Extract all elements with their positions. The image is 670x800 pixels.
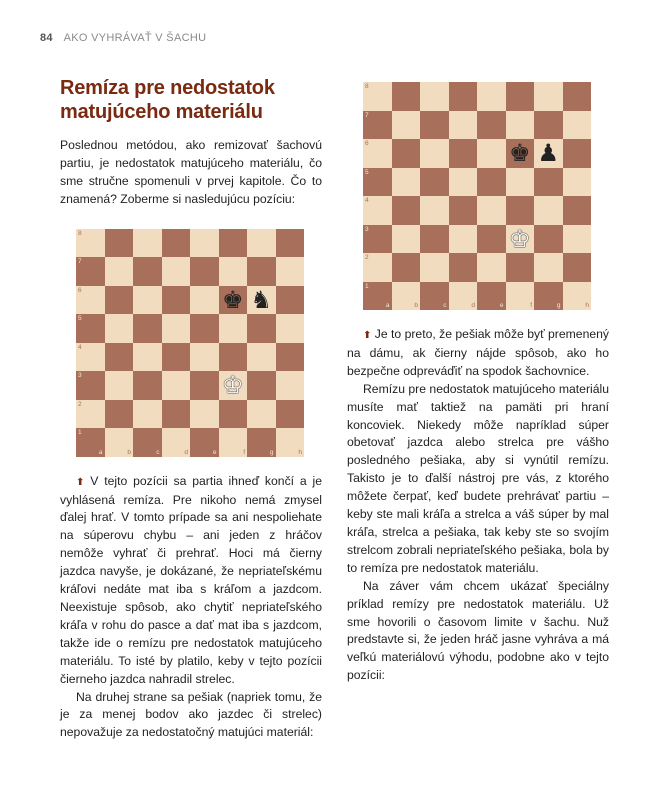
- square-d5: [449, 168, 478, 197]
- square-f3: [506, 225, 535, 254]
- square-g4: [247, 343, 276, 372]
- file-label: h: [298, 448, 302, 456]
- square-g1: [534, 282, 563, 311]
- square-c6: [133, 286, 162, 315]
- square-c8: [420, 82, 449, 111]
- white-king-icon: ♔: [508, 224, 531, 253]
- file-label: h: [585, 302, 589, 309]
- square-e6: [190, 286, 219, 315]
- black-pawn-icon: ♟: [537, 139, 559, 168]
- running-title: AKO VYHRÁVAŤ V ŠACHU: [63, 32, 207, 44]
- square-e3: [190, 371, 219, 400]
- square-g8: [534, 82, 563, 111]
- square-g6: [247, 286, 276, 315]
- square-h7: [276, 257, 305, 286]
- square-f2: [219, 400, 248, 429]
- file-label: d: [184, 448, 188, 456]
- square-f8: [219, 229, 248, 258]
- file-label: e: [212, 448, 217, 456]
- rank-label: 1: [365, 282, 369, 290]
- square-b3: [105, 371, 134, 400]
- square-a7: [76, 257, 105, 286]
- square-h1: [276, 428, 305, 457]
- file-label: g: [556, 302, 561, 309]
- rank-label: 4: [78, 343, 82, 351]
- square-h3: [276, 371, 305, 400]
- rank-label: 3: [365, 225, 369, 233]
- chess-diagram-pawn: [363, 82, 591, 310]
- square-e3: [477, 225, 506, 254]
- file-label: b: [414, 302, 418, 309]
- pawn-paragraph: Na druhej strane sa pešiak (napriek tomu, že je za menej bodov ako jazdec či strelec) nepovažuje za nedostatočný matujúci materiál:: [60, 689, 322, 740]
- file-label: c: [443, 302, 447, 309]
- square-a4: [76, 343, 105, 372]
- square-g7: [247, 257, 276, 286]
- square-a3: [363, 225, 392, 254]
- square-e4: [477, 196, 506, 225]
- square-c4: [133, 343, 162, 372]
- square-h7: [563, 111, 592, 140]
- file-label: e: [499, 302, 504, 309]
- square-d8: [449, 82, 478, 111]
- file-label: d: [471, 302, 475, 309]
- square-h8: [276, 229, 305, 258]
- square-e6: [477, 139, 506, 168]
- section-title: Remíza pre nedostatok matujúceho materiálu: [60, 77, 275, 123]
- square-a8: [76, 229, 105, 258]
- square-f7: [219, 257, 248, 286]
- rank-label: 2: [78, 400, 82, 408]
- square-e1: [190, 428, 219, 457]
- square-a4: [363, 196, 392, 225]
- square-e4: [190, 343, 219, 372]
- diagram-1-caption: [60, 473, 322, 689]
- square-g1: [247, 428, 276, 457]
- square-f4: [219, 343, 248, 372]
- rank-label: 2: [365, 254, 369, 261]
- square-b3: [392, 225, 421, 254]
- rank-label: 7: [78, 258, 82, 266]
- square-d6: [449, 139, 478, 168]
- square-c1: [133, 428, 162, 457]
- file-label: b: [127, 448, 131, 456]
- square-g8: [247, 229, 276, 258]
- square-a5: [363, 168, 392, 197]
- square-d2: [162, 400, 191, 429]
- square-a8: [363, 82, 392, 111]
- square-f7: [506, 111, 535, 140]
- square-h8: [563, 82, 592, 111]
- black-king-icon: ♚: [508, 139, 531, 168]
- square-e8: [190, 229, 219, 258]
- square-g5: [247, 314, 276, 343]
- square-h5: [276, 314, 305, 343]
- diagram-1-caption-text: V tejto pozícii sa partia ihneď končí a je vyhlásená remíza. Pre nikoho nemá zmysel ďalej hrať. V tomto prípade sa ani nespoliehate na súperovu chybu – ani jeden z hráčov nemôže vyhrať či prehrať. Hoci má čierny jazdca navyše, je dokázané, že nepriateľskému kráľovi nedáte mat iba s kráľom a jazdcom. Neexistuje spôsob, ako chytiť nepriateľského kráľa v rohu do pasce a dať mat iba s jazdcom, takže ide o remízu pre nedostatok matujúceho materiálu. To isté by platilo, keby v tejto pozícii čierneho jazdca nahradil strelec.: [60, 473, 323, 686]
- square-g2: [534, 253, 563, 282]
- square-g2: [247, 400, 276, 429]
- square-c6: [420, 139, 449, 168]
- file-label: c: [156, 448, 160, 456]
- square-d4: [162, 343, 191, 372]
- square-c7: [133, 257, 162, 286]
- rank-label: 6: [78, 286, 82, 294]
- square-b4: [392, 196, 421, 225]
- left-column: [60, 76, 322, 742]
- square-c1: [420, 282, 449, 311]
- running-header: [40, 32, 206, 44]
- square-b5: [392, 168, 421, 197]
- rank-label: 1: [78, 429, 82, 437]
- square-e7: [190, 257, 219, 286]
- square-b1: [105, 428, 134, 457]
- square-d3: [162, 371, 191, 400]
- square-g4: [534, 196, 563, 225]
- rank-label: 3: [78, 372, 82, 380]
- right-text-body: [347, 326, 609, 685]
- square-h4: [276, 343, 305, 372]
- rank-label: 8: [365, 83, 369, 90]
- square-a1: [363, 282, 392, 311]
- square-c8: [133, 229, 162, 258]
- square-a6: [363, 139, 392, 168]
- square-d6: [162, 286, 191, 315]
- square-h2: [563, 253, 592, 282]
- file-label: g: [269, 448, 274, 456]
- square-d3: [449, 225, 478, 254]
- square-b1: [392, 282, 421, 311]
- square-f6: [506, 139, 535, 168]
- file-label: a: [385, 302, 390, 309]
- rank-label: 6: [365, 140, 369, 147]
- special-example-paragraph: Na záver vám chcem ukázať špeciálny príklad remízy pre nedostatok materiálu. Už sme hovorili o časovom limite v šachu. Nuž predstavte si, že jeden hráč jasne vyhráva a má veľkú materiálovú výhodu, podobne ako v tejto pozícii:: [347, 578, 609, 683]
- square-d1: [449, 282, 478, 311]
- square-h4: [563, 196, 592, 225]
- square-e8: [477, 82, 506, 111]
- square-d7: [449, 111, 478, 140]
- square-a1: [76, 428, 105, 457]
- caption-arrow-icon: ⬆: [363, 330, 372, 341]
- rank-label: 5: [78, 315, 82, 323]
- square-b4: [105, 343, 134, 372]
- square-c3: [420, 225, 449, 254]
- square-f5: [506, 168, 535, 197]
- square-g7: [534, 111, 563, 140]
- page-number: 84: [40, 32, 53, 44]
- square-h1: [563, 282, 592, 311]
- square-c7: [420, 111, 449, 140]
- file-label: f: [530, 302, 532, 309]
- caption-arrow-icon: ⬆: [76, 476, 85, 488]
- chess-diagram-knight: [76, 229, 304, 457]
- square-b2: [392, 253, 421, 282]
- right-column: [347, 82, 609, 685]
- square-b7: [392, 111, 421, 140]
- square-e2: [190, 400, 219, 429]
- square-g5: [534, 168, 563, 197]
- rank-label: 8: [78, 229, 82, 237]
- square-d8: [162, 229, 191, 258]
- square-a3: [76, 371, 105, 400]
- square-f1: [219, 428, 248, 457]
- endgame-paragraph: Remízu pre nedostatok matujúceho materiálu musíte mať taktiež na pamäti pri hraní koncoviek. Niekedy môže napríklad súper obetovať jazdca alebo strelca pre vášho posledného pešiaka, aby si vynútil remízu. Takisto je to ďalší nástroj pre vás, z ktorého môžete čerpať, keď budete prehrávať partiu – keby ste mali kráľa a strelca a váš súper by mal kráľa, strelca a pešiaka, tak keby ste so svojím strelcom zobrali nepriateľského pešiaka, bola by to remíza pre nedostatok materiálu.: [347, 381, 609, 575]
- square-a7: [363, 111, 392, 140]
- diagram-2-caption: [347, 326, 609, 381]
- black-king-icon: ♚: [221, 285, 244, 314]
- square-e1: [477, 282, 506, 311]
- square-a5: [76, 314, 105, 343]
- square-c2: [133, 400, 162, 429]
- file-label: a: [98, 448, 103, 456]
- square-g3: [534, 225, 563, 254]
- square-e5: [190, 314, 219, 343]
- square-c2: [420, 253, 449, 282]
- square-b6: [392, 139, 421, 168]
- square-h6: [276, 286, 305, 315]
- file-label: f: [243, 448, 245, 456]
- square-h2: [276, 400, 305, 429]
- square-c3: [133, 371, 162, 400]
- intro-paragraph: Poslednou metódou, ako remizovať šachovú partiu, je nedostatok matujúceho materiálu, čo sme stručne spomenuli v prvej kapitole. Čo to znamená? Zoberme si nasledujúcu pozíciu:: [60, 138, 322, 206]
- square-b8: [105, 229, 134, 258]
- square-d4: [449, 196, 478, 225]
- square-d1: [162, 428, 191, 457]
- square-f4: [506, 196, 535, 225]
- square-b5: [105, 314, 134, 343]
- left-text-intro: [60, 137, 322, 209]
- rank-label: 7: [365, 111, 369, 119]
- square-c4: [420, 196, 449, 225]
- square-e5: [477, 168, 506, 197]
- square-b2: [105, 400, 134, 429]
- square-f2: [506, 253, 535, 282]
- square-d2: [449, 253, 478, 282]
- square-f8: [506, 82, 535, 111]
- square-b8: [392, 82, 421, 111]
- square-h6: [563, 139, 592, 168]
- square-b7: [105, 257, 134, 286]
- square-h5: [563, 168, 592, 197]
- square-g6: [534, 139, 563, 168]
- square-f3: [219, 371, 248, 400]
- black-knight-icon: ♞: [250, 285, 272, 314]
- square-e2: [477, 253, 506, 282]
- square-c5: [420, 168, 449, 197]
- square-a6: [76, 286, 105, 315]
- square-f6: [219, 286, 248, 315]
- square-a2: [76, 400, 105, 429]
- square-h3: [563, 225, 592, 254]
- square-a2: [363, 253, 392, 282]
- white-king-icon: ♔: [221, 371, 244, 400]
- square-e7: [477, 111, 506, 140]
- rank-label: 4: [365, 197, 369, 204]
- square-g3: [247, 371, 276, 400]
- square-b6: [105, 286, 134, 315]
- square-f1: [506, 282, 535, 311]
- rank-label: 5: [365, 168, 369, 176]
- square-d7: [162, 257, 191, 286]
- square-d5: [162, 314, 191, 343]
- diagram-2-caption-text: Je to preto, že pešiak môže byť premenený na dámu, ak čierny nájde spôsob, ako ho bezpečne odpreváďiť na spodok šachovnice.: [347, 327, 610, 378]
- left-text-body: [60, 473, 322, 743]
- square-f5: [219, 314, 248, 343]
- square-c5: [133, 314, 162, 343]
